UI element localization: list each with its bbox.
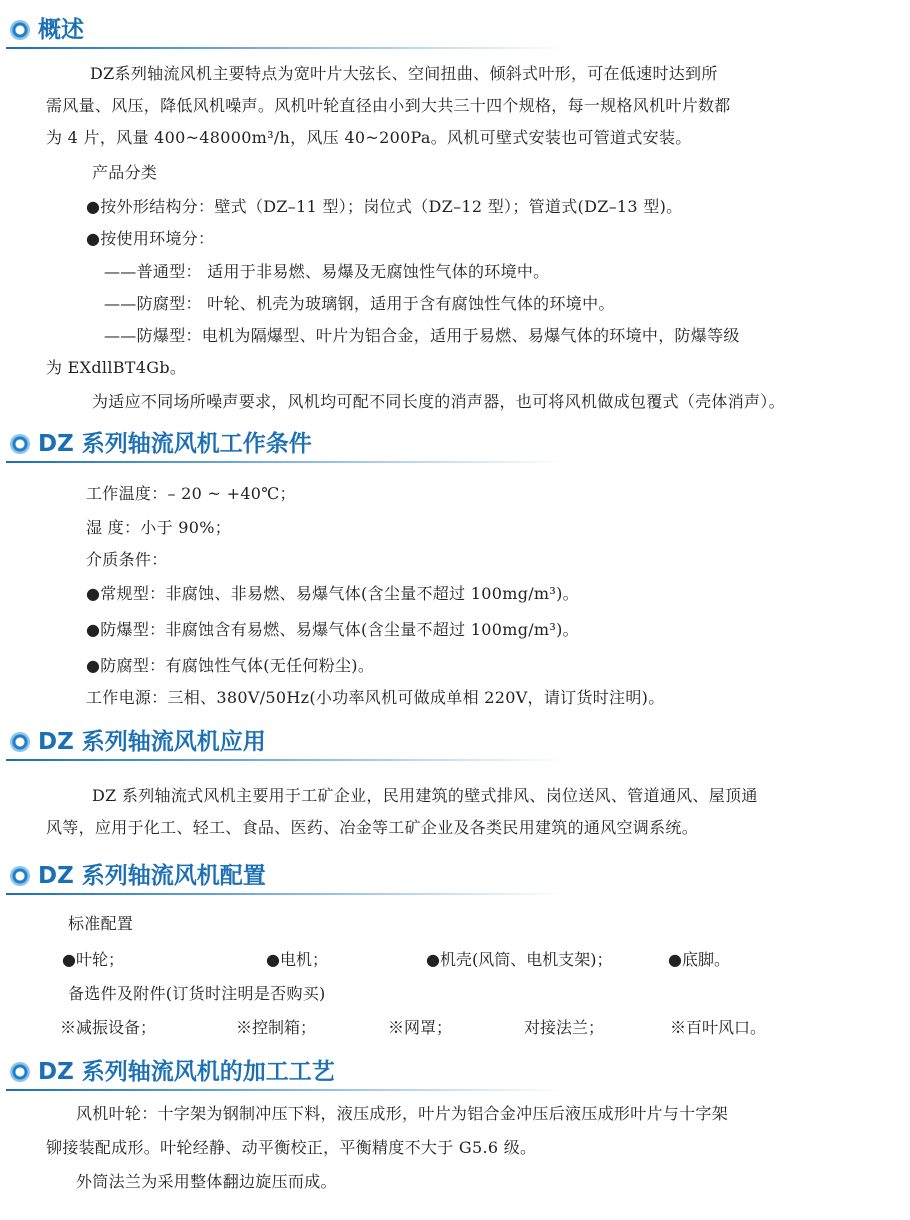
paragraph-line: DZ 系列轴流式风机主要用于工矿企业，民用建筑的壁式排风、岗位送风、管道通风、屋顶通 <box>92 786 758 805</box>
standard-config-label: 标准配置 <box>68 914 134 933</box>
section-bullet-icon <box>10 866 30 886</box>
section-divider <box>6 893 566 895</box>
section-divider <box>6 759 566 761</box>
list-item: ※减振设备； <box>60 1018 157 1037</box>
section-header-configuration <box>6 858 566 894</box>
paragraph-line: 产品分类 <box>92 163 158 182</box>
optional-config-list <box>0 1018 910 1042</box>
paragraph-line: 外筒法兰为采用整体翻边旋压而成。 <box>76 1172 337 1191</box>
list-item: ※百叶风口。 <box>670 1018 767 1037</box>
section-bullet-icon <box>10 1062 30 1082</box>
section-title: DZ 系列轴流风机的加工工艺 <box>38 1059 335 1085</box>
section-title: DZ 系列轴流风机工作条件 <box>38 431 312 457</box>
section-divider <box>6 461 566 463</box>
paragraph-line: ——防腐型： 叶轮、机壳为玻璃钢，适用于含有腐蚀性气体的环境中。 <box>104 294 615 313</box>
section-bullet-icon <box>10 20 30 40</box>
section-header-conditions <box>6 426 566 462</box>
list-item: ※控制箱； <box>236 1018 317 1037</box>
paragraph-line: 介质条件： <box>86 550 168 569</box>
paragraph-line: 湿 度：小于 90%； <box>86 518 232 537</box>
section-bullet-icon <box>10 434 30 454</box>
section-title: 概述 <box>38 17 84 43</box>
section-bullet-icon <box>10 732 30 752</box>
paragraph-line: 为 4 片，风量 400~48000m³/h，风压 40~200Pa。风机可壁式安装也可管道式安装。 <box>46 128 692 147</box>
section-divider <box>6 47 566 49</box>
list-item: ●叶轮； <box>62 950 124 969</box>
section-header-process <box>6 1054 566 1090</box>
paragraph-line: ——防爆型：电机为隔爆型、叶片为铝合金，适用于易燃、易爆气体的环境中，防爆等级 <box>104 326 740 345</box>
list-item: 对接法兰； <box>524 1018 605 1037</box>
paragraph-line: ●按使用环境分： <box>86 229 215 248</box>
paragraph-line: DZ系列轴流风机主要特点为宽叶片大弦长、空间扭曲、倾斜式叶形，可在低速时达到所 <box>90 64 718 83</box>
paragraph-line: ——普通型： 适用于非易燃、易爆及无腐蚀性气体的环境中。 <box>104 262 550 281</box>
paragraph-line: 工作电源：三相、380V/50Hz(小功率风机可做成单相 220V，请订货时注明)。 <box>86 688 665 707</box>
paragraph-line: ●防腐型：有腐蚀性气体(无任何粉尘)。 <box>86 656 375 675</box>
paragraph-line: 为 EXdllBT4Gb。 <box>46 358 187 377</box>
paragraph-line: ●按外形结构分：壁式（DZ–11 型）；岗位式（DZ–12 型）；管道式(DZ–13 型)。 <box>86 197 683 216</box>
paragraph-line: 需风量、风压，降低风机噪声。风机叶轮直径由小到大共三十四个规格，每一规格风机叶片数都 <box>46 96 731 115</box>
section-header-application <box>6 724 566 760</box>
section-divider <box>6 1089 566 1091</box>
paragraph-line: 风机叶轮：十字架为钢制冲压下料，液压成形，叶片为铝合金冲压后液压成形叶片与十字架 <box>76 1104 729 1123</box>
list-item: ●机壳(风筒、电机支架)； <box>426 950 613 969</box>
section-title: DZ 系列轴流风机配置 <box>38 863 266 889</box>
paragraph-line: ●常规型：非腐蚀、非易燃、易爆气体(含尘量不超过 100mg/m³)。 <box>86 584 579 603</box>
paragraph-line: ●防爆型：非腐蚀含有易燃、易爆气体(含尘量不超过 100mg/m³)。 <box>86 620 579 639</box>
optional-config-label: 备选件及附件(订货时注明是否购买) <box>68 984 326 1003</box>
paragraph-line: 工作温度：– 20 ~ +40℃； <box>86 484 296 503</box>
paragraph-line: 为适应不同场所噪声要求，风机均可配不同长度的消声器，也可将风机做成包覆式（壳体消声）。 <box>92 392 785 411</box>
list-item: ●电机； <box>266 950 328 969</box>
list-item: ※网罩； <box>388 1018 453 1037</box>
list-item: ●底脚。 <box>668 950 730 969</box>
standard-config-list <box>0 950 910 974</box>
paragraph-line: 铆接装配成形。叶轮经静、动平衡校正，平衡精度不大于 G5.6 级。 <box>46 1138 537 1157</box>
section-title: DZ 系列轴流风机应用 <box>38 729 266 755</box>
paragraph-line: 风等，应用于化工、轻工、食品、医药、冶金等工矿企业及各类民用建筑的通风空调系统。 <box>46 818 699 837</box>
section-header-overview <box>6 12 566 48</box>
